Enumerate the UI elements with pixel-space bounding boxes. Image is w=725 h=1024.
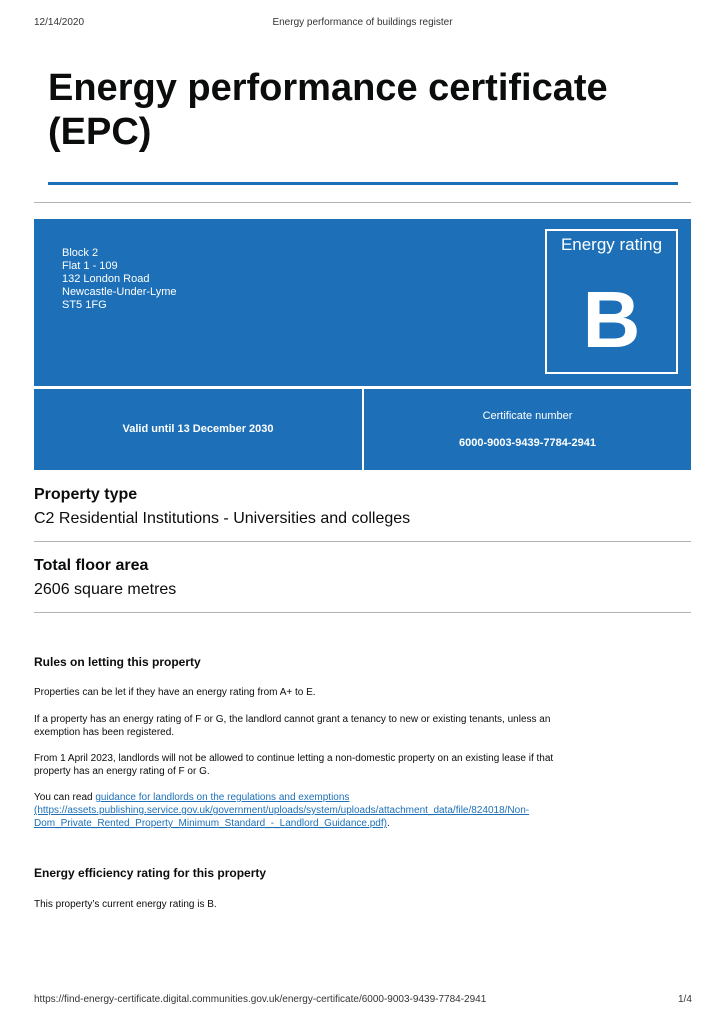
energy-rating-label: Energy rating [560, 235, 663, 254]
print-footer-url: https://find-energy-certificate.digital.communities.gov.uk/energy-certificate/6000-9003-9439-7784-2941 [34, 994, 487, 1005]
efficiency-heading: Energy efficiency rating for this property [34, 866, 267, 880]
address-line-4: Newcastle-Under-Lyme [62, 286, 177, 298]
page-title-line1: Energy performance certificate [48, 67, 608, 109]
letting-rules-p3-line1: From 1 April 2023, landlords will not be allowed to continue letting a non-domestic property on an existing lease if that [34, 753, 554, 764]
guidance-url-line1[interactable]: (https://assets.publishing.service.gov.uk/government/uploads/system/uploads/attachment_data/file/824018/Non- [34, 805, 530, 816]
address-line-3: 132 London Road [62, 273, 150, 285]
header-divider [34, 202, 691, 203]
letting-rules-p3-line2: property has an energy rating of F or G. [34, 766, 210, 777]
guidance-url-line2[interactable]: Dom_Private_Rented_Property_Minimum_Standard_-_Landlord_Guidance.pdf) [34, 818, 387, 829]
energy-rating-box [545, 229, 678, 374]
print-doc-title: Energy performance of buildings register [272, 17, 453, 28]
energy-rating-letter: B [582, 275, 641, 364]
certificate-number: 6000-9003-9439-7784-2941 [458, 437, 596, 449]
letting-rules-p3 [34, 752, 674, 778]
letting-rules-p4 [34, 791, 674, 830]
property-type-value: C2 Residential Institutions - Universities and colleges [34, 510, 411, 527]
floor-area-value: 2606 square metres [34, 581, 177, 598]
property-type-divider [34, 541, 691, 542]
guidance-suffix: . [386, 818, 390, 829]
guidance-link[interactable]: guidance for landlords on the regulations and exemptions [95, 792, 350, 803]
address-line-1: Block 2 [62, 247, 99, 259]
letting-rules-p2-line1: If a property has an energy rating of F or G, the landlord cannot grant a tenancy to new or existing tenants, unless an [34, 714, 551, 725]
floor-area-divider [34, 612, 691, 613]
letting-rules-p2-line2: exemption has been registered. [34, 727, 175, 738]
letting-rules-p1: Properties can be let if they have an energy rating from A+ to E. [34, 687, 316, 698]
guidance-prefix: You can read [34, 792, 96, 803]
property-type-heading: Property type [34, 486, 138, 503]
property-address [62, 247, 177, 312]
efficiency-text: This property’s current energy rating is B. [34, 899, 217, 910]
letting-rules-p2 [34, 713, 674, 739]
print-date: 12/14/2020 [34, 17, 85, 28]
certificate-cell [364, 389, 691, 470]
certificate-number-label: Certificate number [482, 410, 573, 422]
floor-area-heading: Total floor area [34, 557, 149, 574]
letting-rules-heading: Rules on letting this property [34, 655, 201, 669]
page-title [48, 66, 688, 154]
address-postcode: ST5 1FG [62, 299, 107, 311]
page-title-line2: (EPC) [48, 111, 152, 153]
print-page-number: 1/4 [678, 994, 692, 1005]
validity-cell [34, 389, 362, 470]
valid-until: Valid until 13 December 2030 [122, 423, 274, 435]
address-line-2: Flat 1 - 109 [62, 260, 118, 272]
title-divider [48, 182, 678, 185]
